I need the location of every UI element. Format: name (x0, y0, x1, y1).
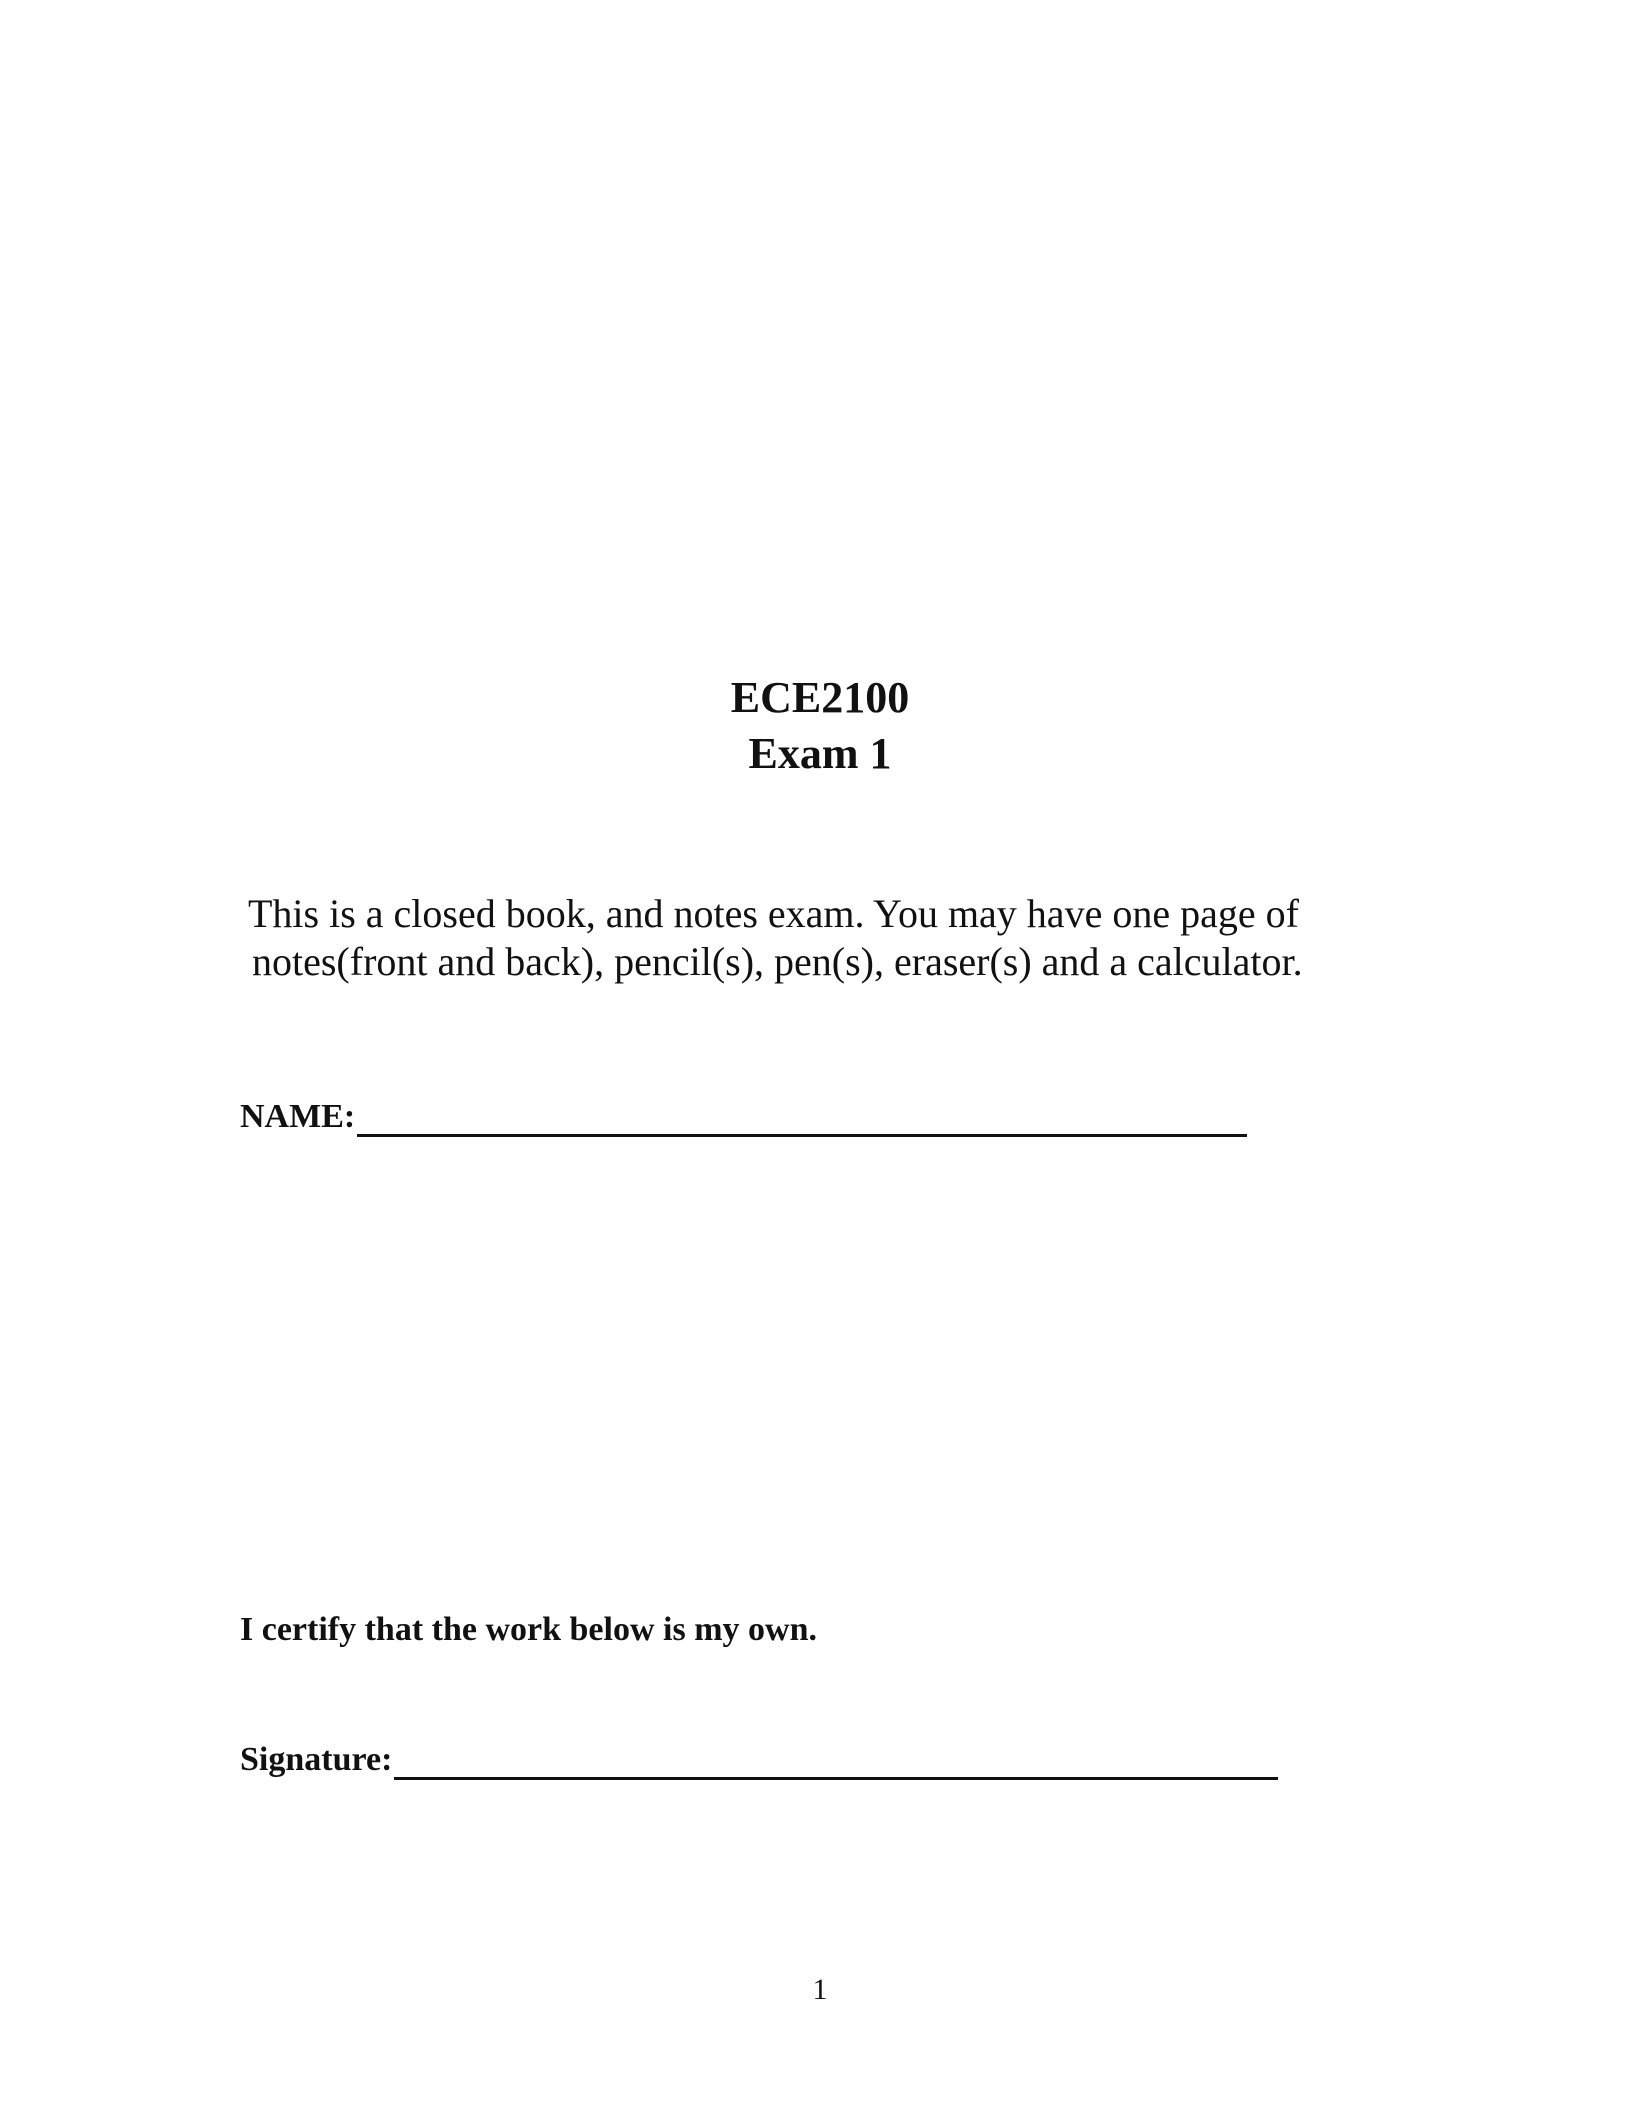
signature-blank-line[interactable] (394, 1741, 1278, 1780)
exam-title-block (0, 670, 1640, 782)
exam-title: Exam 1 (748, 729, 892, 778)
page-number: 1 (812, 1973, 828, 2006)
name-field (240, 1097, 1247, 1137)
signature-field (240, 1740, 1278, 1780)
name-label: NAME: (240, 1098, 356, 1135)
exam-instructions (248, 890, 1408, 986)
instructions-line-2: notes(front and back), pencil(s), pen(s), eraser(s) and a calculator. (252, 939, 1303, 984)
signature-label: Signature: (240, 1741, 393, 1778)
name-blank-line[interactable] (357, 1098, 1247, 1137)
course-code: ECE2100 (730, 673, 910, 722)
certification-statement: I certify that the work below is my own. (240, 1611, 817, 1648)
instructions-line-1: This is a closed book, and notes exam. You may have one page of (248, 891, 1299, 936)
